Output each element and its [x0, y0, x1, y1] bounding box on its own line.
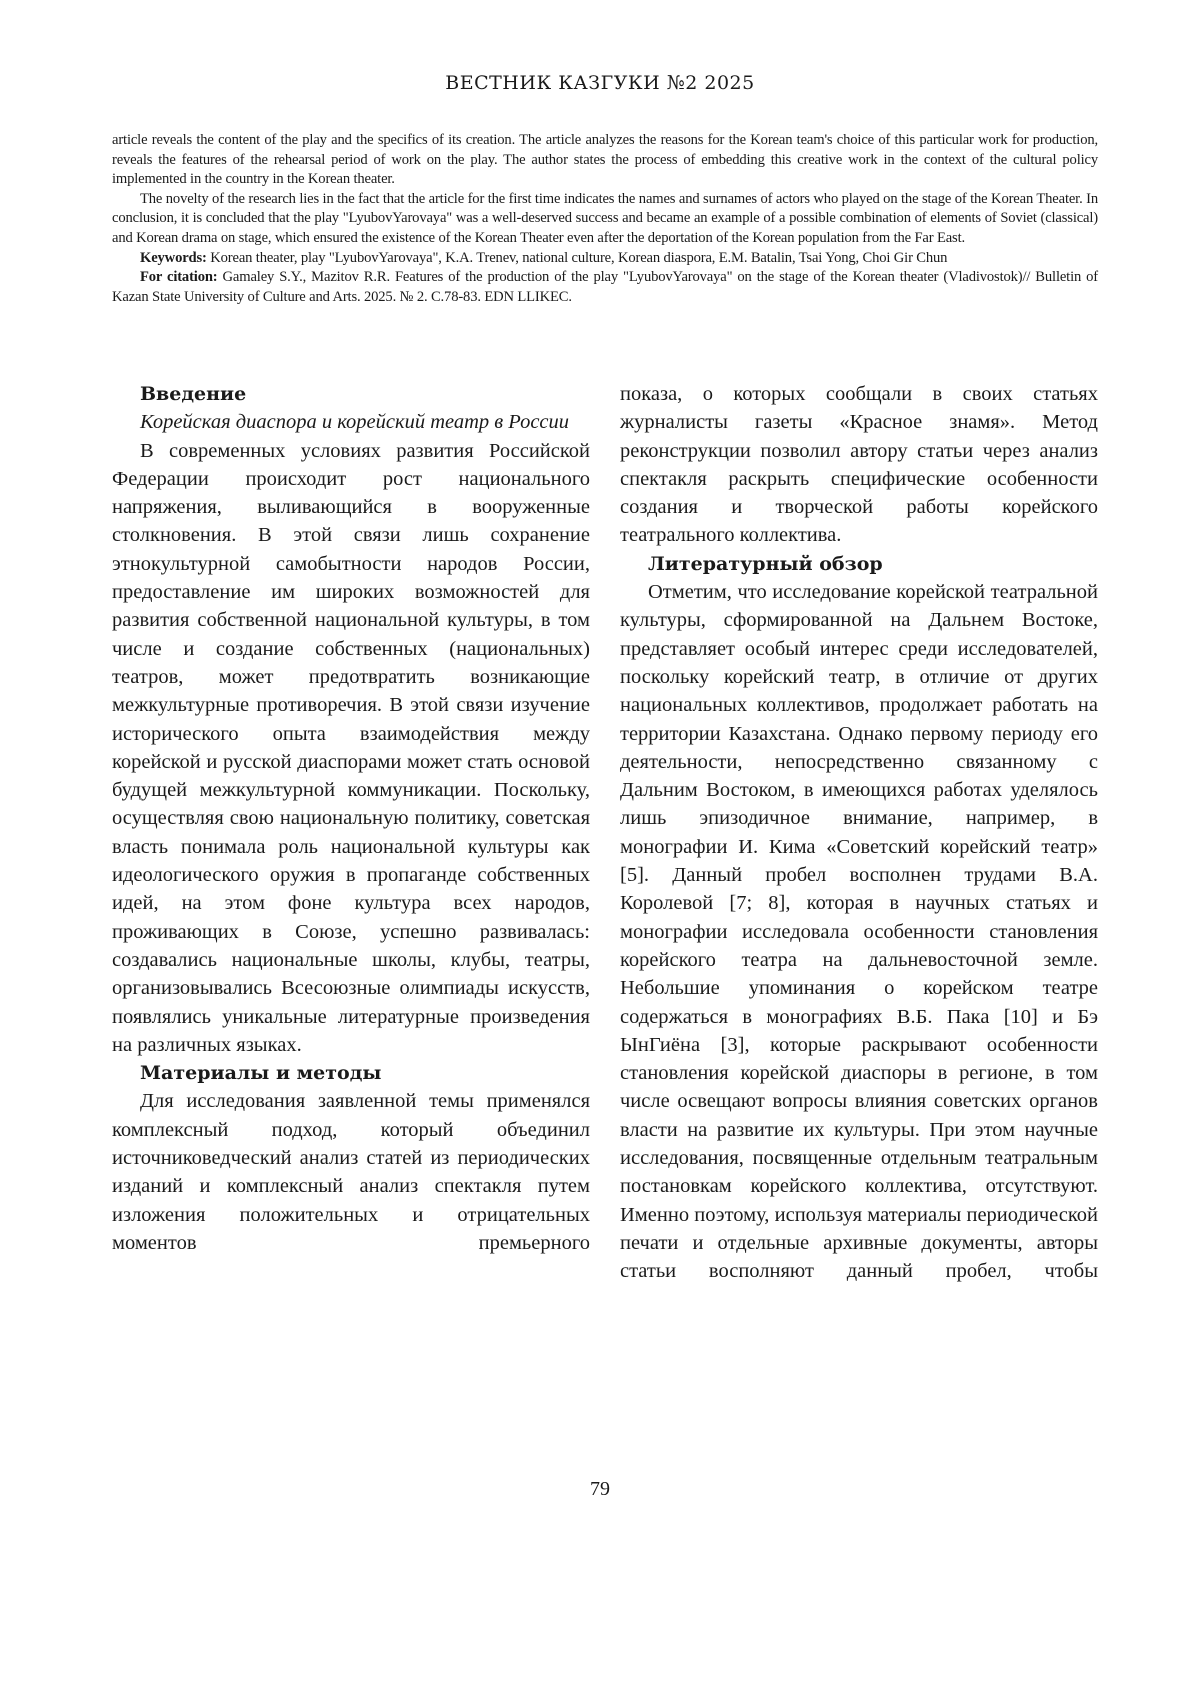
right-column [620, 380, 1098, 1286]
abstract [112, 131, 1098, 307]
citation-label: For citation: [140, 269, 218, 286]
abstract-paragraph: article reveals the content of the play and the specifics of its creation. The article analyzes the reasons for the Korean team's choice of this particular work for production, reveals the features of the rehearsal period of work on the play. The author states the process of embedding this creative work in the context of the cultural policy implemented in the country in the Korean theater. [112, 132, 1098, 188]
keywords [112, 249, 1098, 269]
abstract-paragraph: The novelty of the research lies in the fact that the article for the first time indicates the names and surnames of actors who played on the stage of the Korean Theater. In conclusion, it is concluded that the play "LyubovYarovaya" was a well-deserved success and became an example of a possible combination of elements of Soviet (classical) and Korean drama on stage, which ensured the existence of the Korean Theater even after the deportation of the Korean population from the Far East. [112, 190, 1098, 246]
paragraph-continued: показа, о которых сообщали в своих статьях журналисты газеты «Красное знамя». Метод реконструкции позволил автору статьи через анализ спектакля раскрыть специфические особенности создания и творческой работы корейского театрального коллектива. [620, 383, 1098, 547]
left-column [112, 380, 590, 1257]
section-heading-literature-review: Литературный обзор [648, 552, 883, 575]
keywords-label: Keywords: [140, 249, 207, 266]
paragraph: Для исследования заявленной темы применялся комплексный подход, который объединил источниковедческий анализ статей из периодических изданий и комплексный анализ спектакля путем изложения положительных и отрицательных моментов премьерного [112, 1090, 590, 1254]
section-heading-introduction: Введение [140, 383, 247, 405]
citation-text: Gamaley S.Y., Mazitov R.R. Features of the production of the play "LyubovYarovaya" on the stage of the Korean theater (Vladivostok)// Bulletin of Kazan State University of Culture and Arts. 2025. № 2. C.78-83. EDN LLIKEC. [112, 269, 1099, 305]
section-heading-methods: Материалы и методы [140, 1062, 382, 1085]
paragraph: В современных условиях развития Российской Федерации происходит рост национального напряжения, выливающийся в вооруженные столкновения. В этой связи лишь сохранение этнокультурной самобытности народов России, предоставление им широких возможностей для развития собственной национальной культуры, в том числе и создание собственных (национальных) театров, может предотвратить возникающие межкультурные противоречия. В этой связи изучение исторического опыта взаимодействия между корейской и русской диаспорами может стать основой будущей межкультурной коммуникации. Поскольку, осуществляя свою национальную политику, советская власть понимала роль национальной культуры как идеологического оружия в пропаганде собственных идей, на этом фоне культура всех народов, проживающих в Союзе, успешно развивалась: создавались национальные школы, клубы, театры, организовывались Всесоюзные олимпиады искусств, появлялись уникальные литературные произведения на различных языках. [112, 439, 590, 1056]
keywords-text: Korean theater, play "LyubovYarovaya", K.A. Trenev, national culture, Korean diaspora, E.M. Batalin, Tsai Yong, Choi Gir Chun [206, 249, 948, 266]
section-subtitle: Корейская диаспора и корейский театр в России [140, 411, 570, 434]
page-number: 79 [590, 1478, 610, 1500]
journal-header: ВЕСТНИК КАЗГУКИ №2 2025 [445, 72, 755, 94]
paragraph: Отметим, что исследование корейской театральной культуры, сформированной на Дальнем Востоке, представляет особый интерес среди исследователей, поскольку корейский театр, в отличие от других национальных коллективов, продолжает работать на территории Казахстана. Однако первому периоду его деятельности, непосредственно связанному с Дальним Востоком, в имеющихся работах уделялось лишь эпизодичное внимание, например, в монографии И. Кима «Советский корейский театр» [5]. Данный пробел восполнен трудами В.А. Королевой [7; 8], которая в научных статьях и монографии исследовала особенности становления корейского театра на дальневосточной земле. Небольшие упоминания о корейском театре содержаться в монографиях В.Б. Пака [10] и Бэ ЫнГиёна [3], которые раскрывают особенности становления корейской диаспоры в регионе, в том числе освещают вопросы влияния советских органов власти на развитие их культуры. При этом научные исследования, посвященные отдельным театральным постановкам корейского коллектива, отсутствуют. Именно поэтому, используя материалы периодической печати и отдельные архивные документы, авторы статьи восполняют данный пробел, чтобы [620, 581, 1098, 1283]
citation [112, 268, 1098, 307]
